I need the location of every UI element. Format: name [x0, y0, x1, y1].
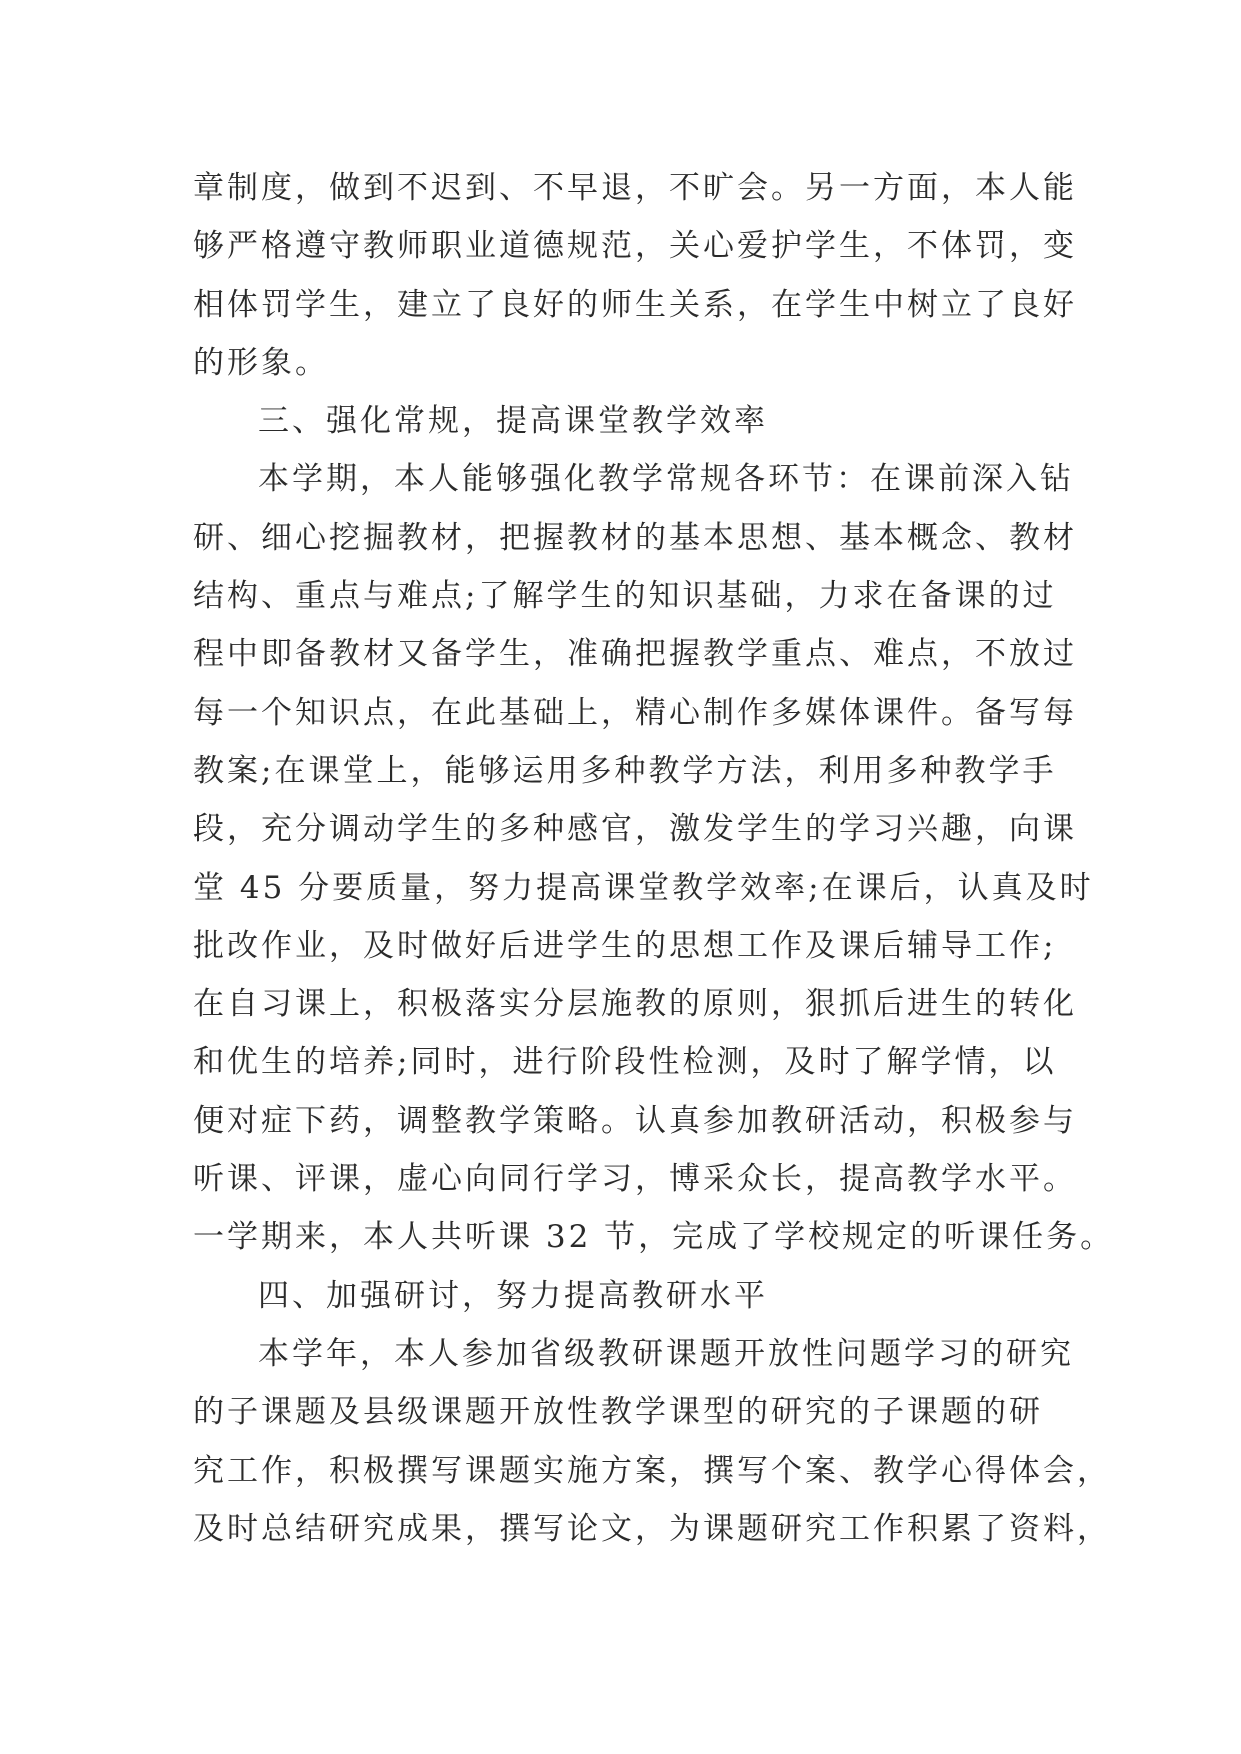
text-line: 批改作业，及时做好后进学生的思想工作及课后辅导工作; — [193, 927, 1057, 964]
paragraph-start-line: 本学年，本人参加省级教研课题开放性问题学习的研究 — [258, 1335, 1074, 1372]
text-line: 和优生的培养;同时，进行阶段性检测，及时了解学情，以 — [193, 1044, 1057, 1081]
text-line: 堂 45 分要质量，努力提高课堂教学效率;在课后，认真及时 — [193, 869, 1094, 906]
text-line: 听课、评课，虚心向同行学习，博采众长，提高教学水平。 — [193, 1161, 1077, 1198]
text-line: 的子课题及县级课题开放性教学课型的研究的子课题的研 — [193, 1394, 1043, 1431]
text-line: 研、细心挖掘教材，把握教材的基本思想、基本概念、教材 — [193, 519, 1077, 556]
document-body — [193, 159, 1115, 1558]
text-line: 结构、重点与难点;了解学生的知识基础，力求在备课的过 — [193, 578, 1057, 615]
text-line: 章制度，做到不迟到、不早退，不旷会。另一方面，本人能 — [193, 170, 1077, 206]
text-line: 一学期来，本人共听课 32 节，完成了学校规定的听课任务。 — [193, 1219, 1115, 1256]
text-line: 够严格遵守教师职业道德规范，关心爱护学生，不体罚，变 — [193, 228, 1077, 265]
text-line: 每一个知识点，在此基础上，精心制作多媒体课件。备写每 — [193, 694, 1077, 731]
text-line: 便对症下药，调整教学策略。认真参加教研活动，积极参与 — [193, 1102, 1077, 1139]
text-line: 教案;在课堂上，能够运用多种教学方法，利用多种教学手 — [193, 752, 1057, 789]
text-line: 的形象。 — [193, 344, 329, 381]
section-heading: 三、强化常规，提高课堂教学效率 — [258, 403, 768, 440]
text-line: 相体罚学生，建立了良好的师生关系，在学生中树立了良好 — [193, 286, 1077, 323]
section-heading: 四、加强研讨，努力提高教研水平 — [258, 1277, 768, 1314]
paragraph-start-line: 本学期，本人能够强化教学常规各环节：在课前深入钻 — [258, 461, 1074, 498]
text-line: 及时总结研究成果，撰写论文，为课题研究工作积累了资料， — [193, 1510, 1111, 1547]
text-line: 程中即备教材又备学生，准确把握教学重点、难点，不放过 — [193, 636, 1077, 673]
text-line: 段，充分调动学生的多种感官，激发学生的学习兴趣，向课 — [193, 811, 1077, 848]
text-line: 究工作，积极撰写课题实施方案，撰写个案、教学心得体会， — [193, 1452, 1111, 1489]
text-line: 在自习课上，积极落实分层施教的原则，狠抓后进生的转化 — [193, 986, 1077, 1023]
